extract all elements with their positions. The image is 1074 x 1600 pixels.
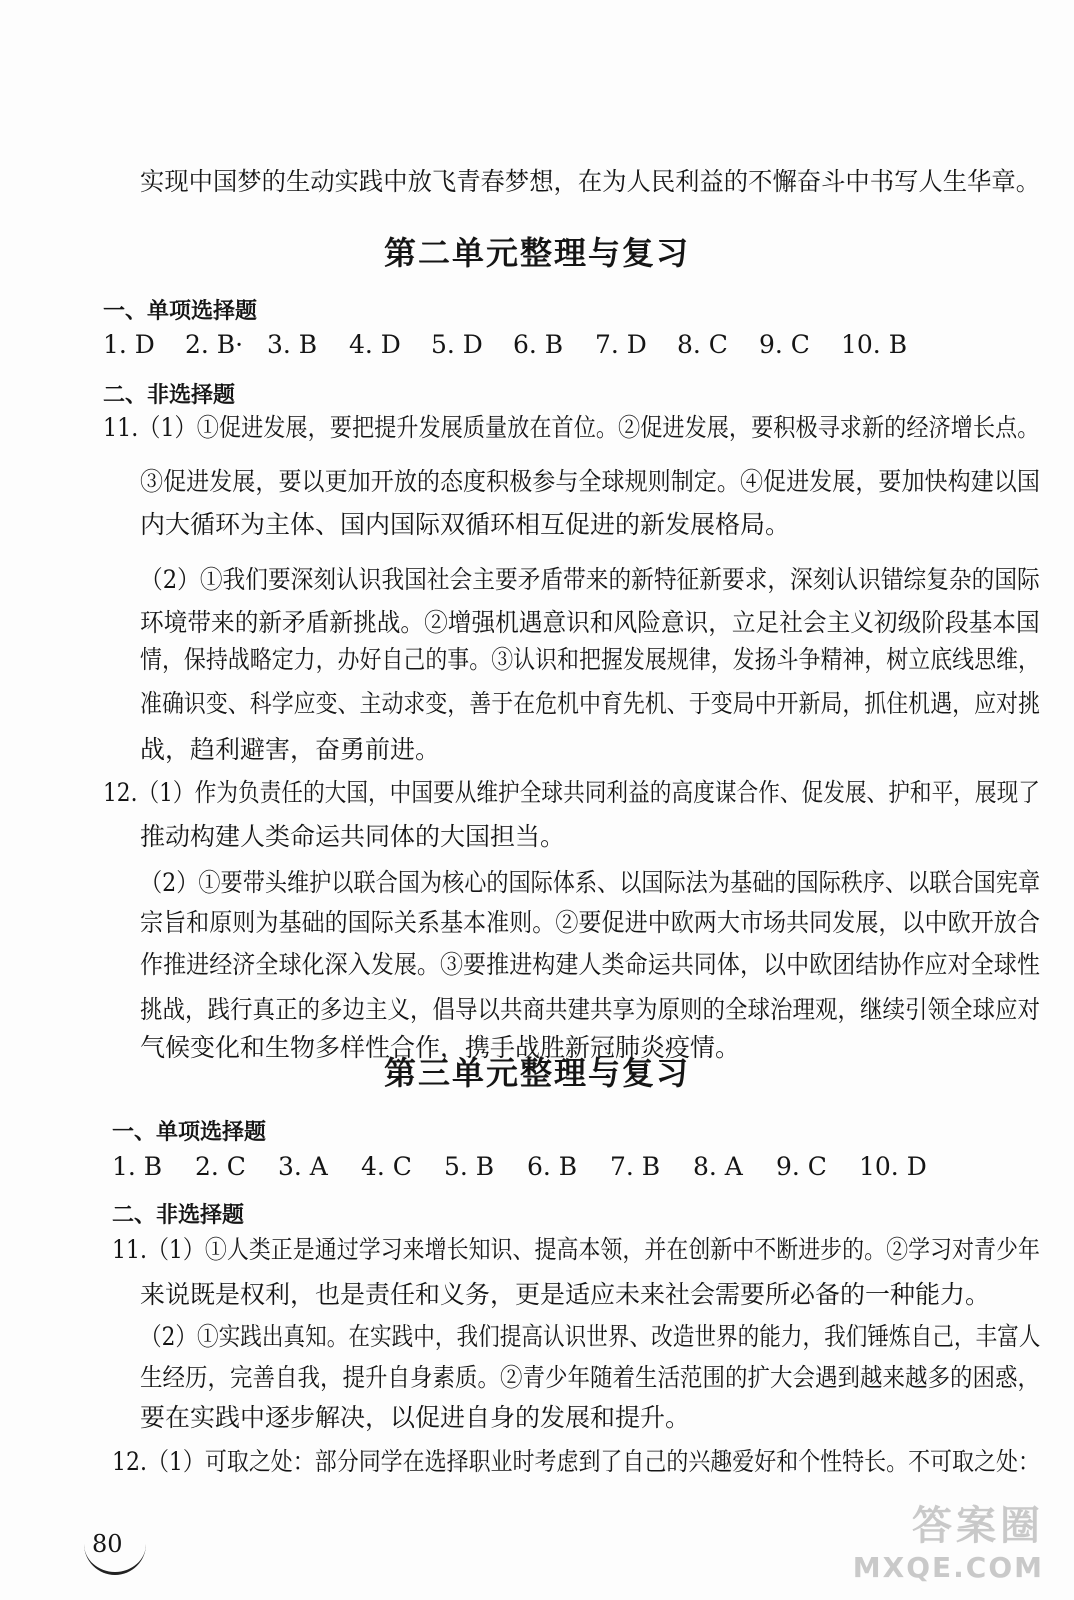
- answer-line: （2）①我们要深刻认识我国社会主要矛盾带来的新特征新要求，深刻认识错综复杂的国际: [140, 565, 1040, 594]
- unit3-title: 第三单元整理与复习: [383, 1054, 690, 1092]
- answer-line: 气候变化和生物多样性合作，携手战胜新冠肺炎疫情。: [140, 1033, 741, 1062]
- watermark-logo-text: 答案圈: [912, 1503, 1044, 1549]
- answer-line: （2）①实践出真知。在实践中，我们提高认识世界、改造世界的能力，我们锤炼自己，丰富人: [140, 1322, 1041, 1351]
- unit2-section1-heading: 一、单项选择题: [103, 299, 258, 324]
- answer-line: 内大循环为主体、国内国际双循环相互促进的新发展格局。: [140, 510, 791, 539]
- answer-line: 11.（1）①人类正是通过学习来增长知识、提高本领，并在创新中不断进步的。②学习对青少年: [112, 1235, 1040, 1264]
- choice-answer: 10. D: [859, 1152, 927, 1181]
- choice-answer: 5. D: [431, 330, 483, 359]
- choice-answer: 6. B: [527, 1152, 578, 1181]
- page-number: 80: [92, 1530, 123, 1558]
- choice-answer: 7. D: [595, 330, 647, 359]
- answer-line: 作推进经济全球化深入发展。③要推进构建人类命运共同体，以中欧团结协作应对全球性: [140, 950, 1040, 979]
- answer-line: 准确识变、科学应变、主动求变，善于在危机中育先机、于变局中开新局，抓住机遇，应对挑: [140, 689, 1040, 718]
- answer-line: 推动构建人类命运共同体的大国担当。: [140, 822, 566, 851]
- answer-line: 环境带来的新矛盾新挑战。②增强机遇意识和风险意识，立足社会主义初级阶段基本国: [140, 608, 1040, 637]
- choice-answer: 8. C: [677, 330, 728, 359]
- answer-line: 宗旨和原则为基础的国际关系基本准则。②要促进中欧两大市场共同发展，以中欧开放合: [140, 908, 1040, 937]
- unit3-section2-heading: 二、非选择题: [112, 1203, 245, 1228]
- choice-answer: 9. C: [776, 1152, 827, 1181]
- choice-answer: 1. B: [112, 1152, 163, 1181]
- choice-answer: 7. B: [610, 1152, 661, 1181]
- choice-answer: 10. B: [841, 330, 908, 359]
- answer-line: 11.（1）①促进发展，要把提升发展质量放在首位。②促进发展，要积极寻求新的经济增长点。: [103, 413, 1040, 442]
- answer-line: 12.（1）可取之处：部分同学在选择职业时考虑到了自己的兴趣爱好和个性特长。不可取之处：: [112, 1447, 1040, 1476]
- answer-line: （2）①要带头维护以联合国为核心的国际体系、以国际法为基础的国际秩序、以联合国宪章: [140, 868, 1041, 897]
- choice-answer: 8. A: [693, 1152, 743, 1181]
- intro-line: 实现中国梦的生动实践中放飞青春梦想，在为人民利益的不懈奋斗中书写人生华章。: [140, 167, 1041, 196]
- watermark-url: MXQE.COM: [852, 1551, 1044, 1584]
- choice-answer: 1. D: [103, 330, 155, 359]
- answer-line: 挑战，践行真正的多边主义，倡导以共商共建共享为原则的全球治理观，继续引领全球应对: [140, 995, 1041, 1024]
- answer-line: 生经历，完善自我，提升自身素质。②青少年随着生活范围的扩大会遇到越来越多的困惑，: [140, 1363, 1041, 1392]
- choice-answer: 9. C: [759, 330, 810, 359]
- choice-answer: 6. B: [513, 330, 564, 359]
- answer-line: 12.（1）作为负责任的大国，中国要从维护全球共同利益的高度谋合作、促发展、护和平，展现了: [103, 778, 1040, 807]
- choice-answer: 5. B: [444, 1152, 495, 1181]
- unit2-title: 第二单元整理与复习: [383, 234, 690, 272]
- choice-answer: 2. C: [195, 1152, 246, 1181]
- choice-answer: 3. A: [278, 1152, 328, 1181]
- answer-line: 要在实践中逐步解决，以促进自身的发展和提升。: [140, 1403, 691, 1432]
- answer-line: 情，保持战略定力，办好自己的事。③认识和把握发展规律，发扬斗争精神，树立底线思维，: [140, 645, 1040, 674]
- choice-answer: 4. C: [361, 1152, 412, 1181]
- answer-line: 来说既是权利，也是责任和义务，更是适应未来社会需要所必备的一种能力。: [140, 1280, 991, 1309]
- watermark: [853, 1494, 1044, 1584]
- choice-answer: 2. B·: [185, 330, 244, 359]
- choice-answer: 4. D: [349, 330, 401, 359]
- unit2-section2-heading: 二、非选择题: [103, 383, 236, 408]
- choice-answer: 3. B: [267, 330, 318, 359]
- answer-line: ③促进发展，要以更加开放的态度积极参与全球规则制定。④促进发展，要加快构建以国: [140, 467, 1040, 496]
- unit3-section1-heading: 一、单项选择题: [112, 1120, 267, 1145]
- answer-line: 战，趋利避害，奋勇前进。: [140, 735, 441, 764]
